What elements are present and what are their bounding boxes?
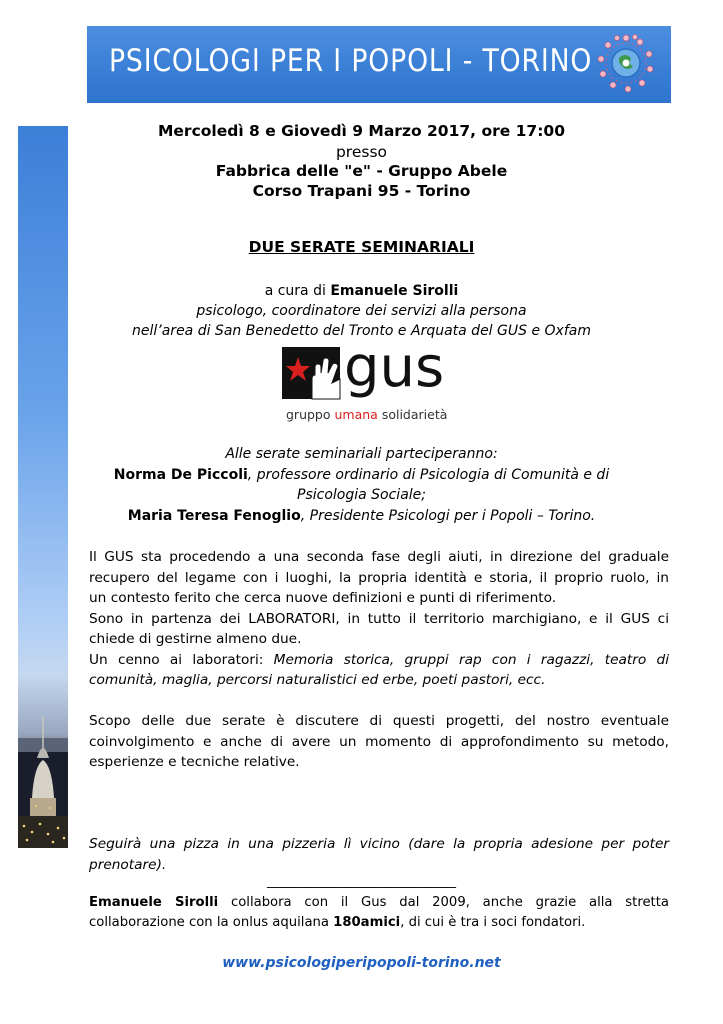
bio-paragraph [89, 893, 669, 933]
event-venue: Fabbrica delle "e" - Gruppo Abele [215, 162, 508, 180]
lab-line [89, 650, 669, 671]
participant-1-name: Norma De Piccoli [113, 467, 248, 483]
body-paragraph-1 [89, 547, 669, 691]
bio-line-a [89, 893, 669, 913]
curated-prefix: a cura di [264, 283, 331, 299]
body-line: coinvolgimento e anche di avere un momento di approfondimento su metodo, [89, 733, 669, 750]
pizza-line-a: Seguirà una pizza in una pizzeria lì vicino (dare la propria adesione per poter [89, 836, 669, 852]
lab-list-b: comunità, maglia, percorsi naturalistici ed erbe, poeti pastori, ecc. [89, 672, 546, 688]
website-link[interactable]: www.psicologiperipopoli-torino.net [222, 955, 501, 971]
curated-by [0, 283, 723, 299]
participant-1-role-cont: Psicologia Sociale; [297, 487, 426, 503]
participant-1 [0, 467, 723, 483]
body-line: esperienze e tecniche relative. [89, 754, 300, 770]
gus-logo [282, 335, 454, 431]
bio-name: Emanuele Sirolli [89, 895, 219, 910]
participant-2-role: , Presidente Psicologi per i Popoli – Torino. [300, 508, 596, 524]
participant-1-role: , professore ordinario di Psicologia di Comunità e di [247, 467, 610, 483]
body-line: Scopo delle due serate è discutere di questi progetti, del nostro eventuale [89, 713, 669, 729]
seminar-title [0, 238, 723, 256]
body-line: Il GUS sta procedendo a una seconda fase degli aiuti, in direzione del graduale [89, 549, 669, 565]
event-date: Mercoledì 8 e Giovedì 9 Marzo 2017, ore 17:00 [158, 122, 565, 140]
gus-subtitle-c: solidarietà [377, 407, 448, 422]
bio-text-a: collabora con il Gus dal 2009, anche grazie alla stretta [218, 895, 669, 910]
participant-2-name: Maria Teresa Fenoglio [127, 508, 301, 524]
event-presso: presso [335, 143, 388, 161]
body-line: recupero del legame con i luoghi, la propria identità e storia, il proprio ruolo, in [89, 569, 669, 586]
participants-intro: Alle serate seminariali parteciperanno: [225, 446, 498, 462]
bio-text-b: collaborazione con la onlus aquilana [89, 915, 334, 930]
header-title: PSICOLOGI PER I POPOLI - TORINO [109, 43, 593, 79]
body-line: chiede di gestirne almeno due. [89, 631, 302, 647]
seminar-title-text: DUE SERATE SEMINARIALI [248, 238, 475, 256]
gus-subtitle-b: umana [334, 407, 378, 422]
pizza-note [89, 834, 669, 875]
gus-subtitle-a: gruppo [286, 407, 335, 422]
lab-prefix: Un cenno ai laboratori: [89, 651, 274, 668]
body-line: un contesto ferito che cerca nuove definizioni e punti di riferimento. [89, 590, 557, 606]
participant-2 [0, 508, 723, 524]
globe-people-logo-icon [595, 32, 657, 94]
separator-rule: ____________________________ [267, 873, 456, 889]
curator-name: Emanuele Sirolli [330, 283, 459, 299]
bio-org: 180amici [333, 915, 401, 930]
gus-logo-wordmark: gus [344, 335, 445, 400]
header-banner [87, 26, 671, 103]
event-address: Corso Trapani 95 - Torino [252, 182, 471, 200]
lab-list-a: Memoria storica, gruppi rap con i ragazzi, teatro di [273, 651, 670, 668]
bio-text-c: , di cui è tra i soci fondatori. [400, 915, 586, 930]
curator-role: psicologo, coordinatore dei servizi alla persona [196, 303, 527, 319]
bio-line-b [89, 913, 669, 933]
gus-logo-subtitle [286, 407, 447, 422]
curator-area: nell’area di San Benedetto del Tronto e Arquata del GUS e Oxfam [132, 323, 591, 339]
body-line: Sono in partenza dei LABORATORI, in tutto il territorio marchigiano, e il GUS ci [89, 610, 669, 627]
pizza-line-b: prenotare). [89, 856, 167, 873]
body-paragraph-2 [89, 711, 669, 773]
